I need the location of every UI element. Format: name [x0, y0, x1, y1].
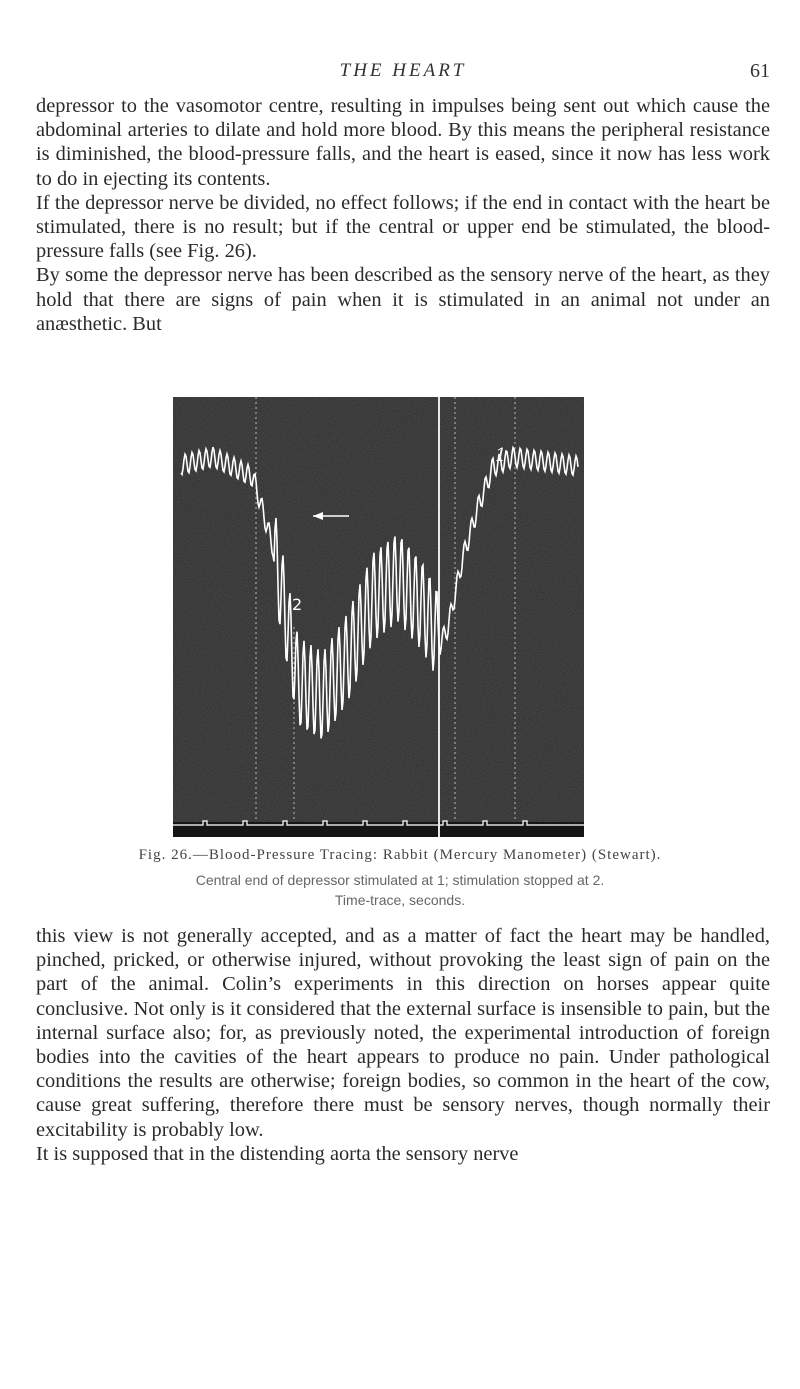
caption-title-text: —Blood-Pressure Tracing: Rabbit (Mercury Manometer) (Stewart).: [192, 847, 662, 863]
caption-title: [100, 845, 700, 866]
marker-stimulation-start: 1: [495, 445, 507, 466]
paragraph: It is supposed that in the distending aorta the sensory nerve: [36, 1142, 519, 1165]
paragraph: depressor to the vasomotor centre, resulting in impulses being sent out which cause the abdominal arteries to dilate and hold more blood. By this means the peripheral resistance is diminished, the blood-pressure falls, and the heart is eased, since it now has less work to do in ejecting its contents.: [36, 95, 770, 190]
caption-description-line: Central end of depressor stimulated at 1; stimulation stopped at 2.: [195, 872, 605, 888]
page-header: [36, 60, 770, 86]
running-title: THE HEART: [339, 60, 467, 81]
page-number: 61: [750, 60, 770, 82]
figure-blood-pressure-tracing: [173, 397, 584, 837]
paragraph: By some the depressor nerve has been described as the sensory nerve of the heart, as they hold that there are signs of pain when it is stimulated in an animal not under an anæsthetic. But: [36, 264, 770, 335]
body-text-top: [36, 94, 770, 336]
caption-description-line: Time-trace, seconds.: [334, 892, 466, 908]
paragraph: this view is not generally accepted, and as a matter of fact the heart may be handled, pinched, pricked, or otherwise injured, without provoking the least sign of pain on the part of the animal. Colin’s experiments in this direction on horses appear quite conclusive. Not only is it considered that the external surface is insensible to pain, but the internal surface also; for, as previously noted, the experimental introduction of foreign bodies into the cavities of the heart appears to produce no pain. Under pathological conditions the results are otherwise; foreign bodies, so common in the heart of the cow, cause great suffering, therefore there must be sensory nerves, though normally their excitability is probably low.: [36, 925, 770, 1141]
paragraph: If the depressor nerve be divided, no effect follows; if the end in contact with the heart be stimulated, there is no result; but if the central or upper end be stimulated, the blood-pressure falls (see Fig. 26).: [36, 191, 770, 263]
figure-caption: [100, 845, 700, 910]
tracing-image: [173, 397, 584, 837]
body-text-bottom: [36, 924, 770, 1166]
caption-description: [100, 870, 700, 910]
marker-stimulation-stop: 2: [292, 595, 303, 614]
caption-label: Fig. 26.: [138, 847, 193, 863]
